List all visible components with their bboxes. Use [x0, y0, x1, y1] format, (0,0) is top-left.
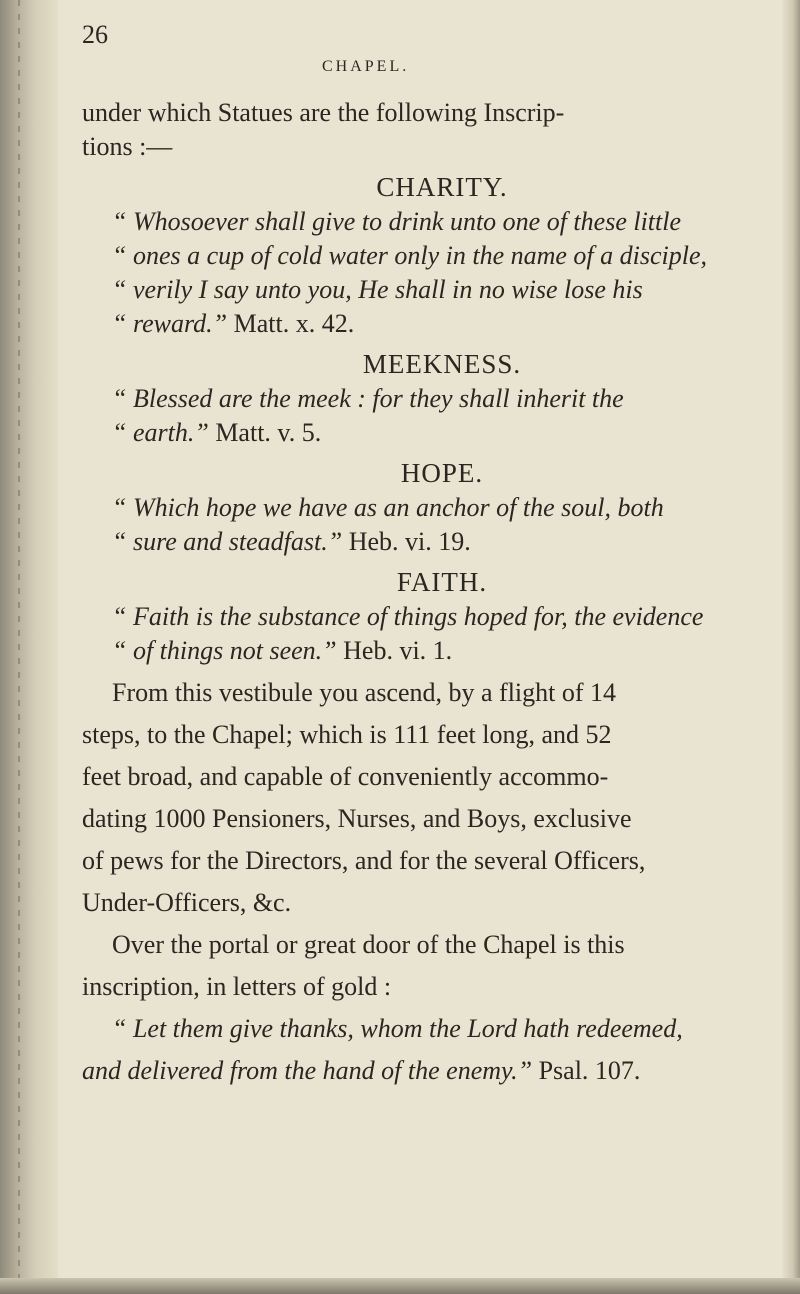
scripture-reference: Matt. x. 42.	[233, 309, 355, 338]
page-right-edge	[782, 0, 800, 1294]
quote-line-final: “ sure and steadfast.” Heb. vi. 19.	[112, 527, 471, 556]
body-line: From this vestibule you ascend, by a flight of 14	[112, 678, 617, 707]
quote-line: “ Which hope we have as an anchor of the soul, both	[112, 493, 664, 522]
quote-line: “ verily I say unto you, He shall in no wise lose his	[112, 275, 643, 304]
heading-faith: FAITH.	[396, 567, 488, 597]
page-bottom-edge	[0, 1278, 800, 1294]
body-line: Over the portal or great door of the Chapel is this	[112, 930, 625, 959]
heading-meekness: MEEKNESS.	[362, 349, 522, 379]
body-line: feet broad, and capable of conveniently accommo-	[82, 762, 609, 791]
quote-line: “ Faith is the substance of things hoped for, the evidence	[112, 602, 704, 631]
quote-line-final: “ of things not seen.” Heb. vi. 1.	[112, 636, 453, 665]
quote-line: “ Blessed are the meek : for they shall inherit the	[112, 384, 624, 413]
quote-line-final: “ reward.” Matt. x. 42.	[112, 309, 355, 338]
scripture-reference: Heb. vi. 1.	[343, 636, 453, 665]
scripture-reference: Matt. v. 5.	[215, 418, 322, 447]
body-line: inscription, in letters of gold :	[82, 972, 392, 1001]
quote-line: “ Whosoever shall give to drink unto one of these little	[112, 207, 682, 236]
heading-hope: HOPE.	[400, 458, 484, 488]
running-head: CHAPEL.	[322, 58, 410, 75]
scripture-reference: Heb. vi. 19.	[348, 527, 471, 556]
book-binding-edge	[0, 0, 58, 1294]
body-line: of pews for the Directors, and for the several Officers,	[82, 846, 646, 875]
heading-charity: CHARITY.	[376, 172, 508, 202]
quote-line-final: “ earth.” Matt. v. 5.	[112, 418, 322, 447]
body-line: Under-Officers, &c.	[82, 888, 292, 917]
intro-line-1: under which Statues are the following Inscrip-	[82, 98, 565, 127]
page-text	[82, 96, 762, 1088]
intro-line-2: tions :—	[82, 132, 173, 161]
page-number: 26	[82, 20, 108, 49]
body-line: dating 1000 Pensioners, Nurses, and Boys, exclusive	[82, 804, 632, 833]
quote-line: “ ones a cup of cold water only in the name of a disciple,	[112, 241, 708, 270]
inscription-line-final: and delivered from the hand of the enemy.” Psal. 107.	[82, 1056, 641, 1085]
inscription-line: “ Let them give thanks, whom the Lord hath redeemed,	[112, 1014, 683, 1043]
body-line: steps, to the Chapel; which is 111 feet long, and 52	[82, 720, 612, 749]
scripture-reference: Psal. 107.	[538, 1056, 641, 1085]
